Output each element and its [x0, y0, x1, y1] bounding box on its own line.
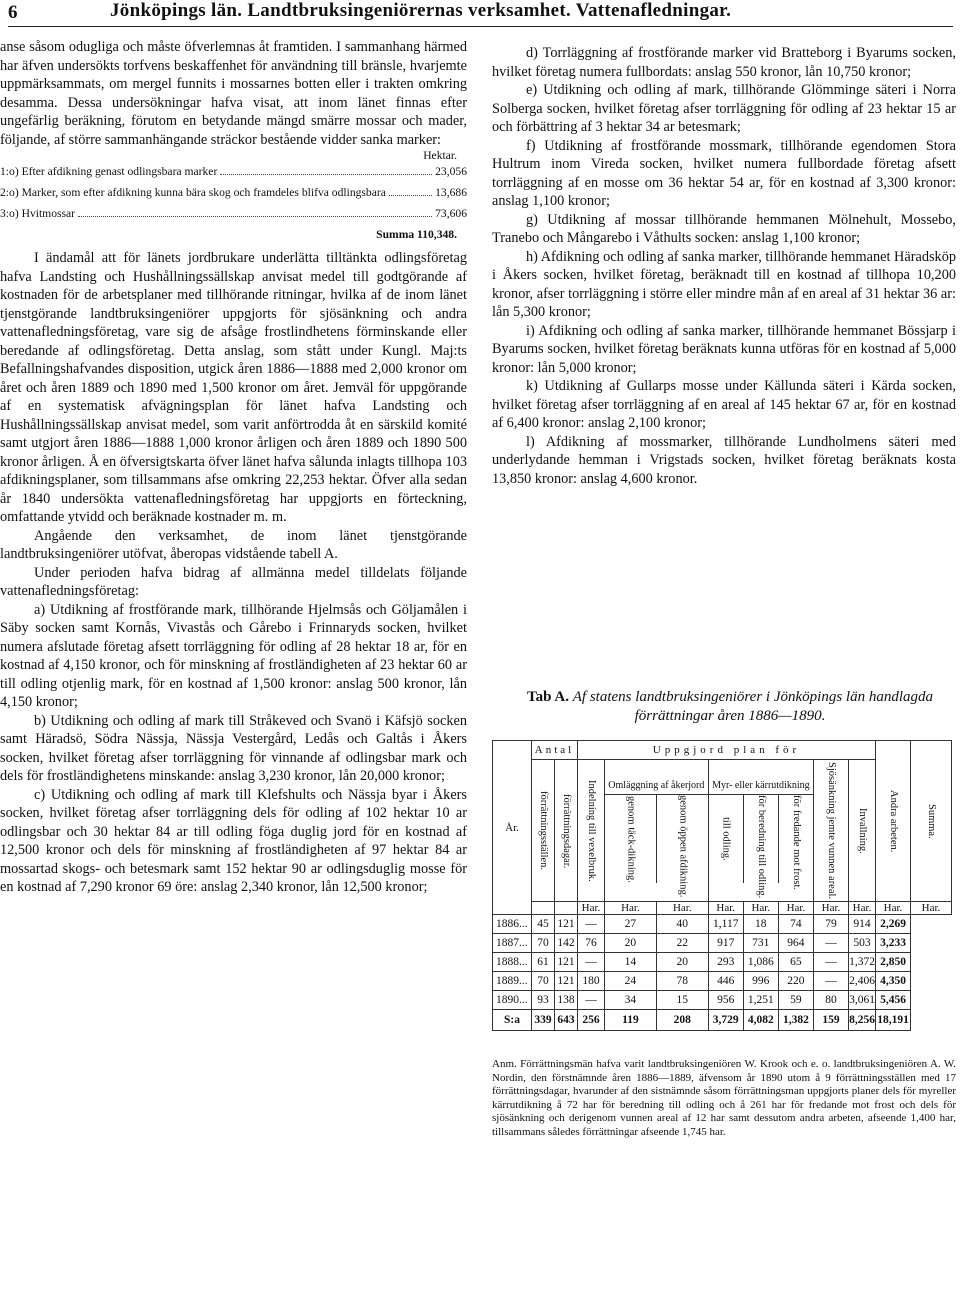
column-header: för beredning till odling.	[755, 795, 767, 899]
list-item-c: c) Utdikning och odling af mark till Klefshults och Nässja byar i Åkers socken, hvilket företag afser torrläggning dels för odling af 102 hektar 10 ar odlingsbar och 30 hektar 84 ar till odling föga duglig jord för en kostnad af 12,500 kronor och dels för minskning af frostländigheten af 97 hektar 84 ar mossartad skogs- och betesmark samt 152 hektar 90 ar odlingsduglig mosse för en kostnad af 7,290 kronor 69 öre: anslag 2,340 kronor, lån 12,500 kronor;	[0, 786, 467, 895]
table-cell: 70	[532, 934, 555, 953]
table-cell: 5,456	[876, 991, 911, 1010]
table-cell: 61	[532, 953, 555, 972]
column-header: för fredande mot frost.	[790, 795, 802, 891]
column-header: genom öppen afdikning.	[677, 795, 689, 898]
table-cell: —	[578, 915, 605, 934]
list-item: 1:o) Efter afdikning genast odlingsbara marker 23,056	[0, 165, 467, 178]
column-header: År.	[493, 741, 532, 915]
list-item: 3:o) Hvitmossar 73,606	[0, 207, 467, 220]
left-column	[0, 38, 467, 897]
table-cell: 3,233	[876, 934, 911, 953]
table-cell: —	[814, 972, 849, 991]
paragraph: I ändamål att för länets jordbrukare underlätta tilltänkta odlingsföretag hafva Landsting och Hushållningssällskap anvisat medel till godtgörande af kostnaden för de arbetsplaner med tillhörande ritningar, hvilka af de inom länet tjenstgörande landtbruksingeniörer uppgjorts för sjösänkning och andra vattenafledningsföretag, vare sig de afsåge frostlindhetens förminskande eller beredande af odlingsföretag. Detta anslag, som stått under Kungl. Maj:ts Befallningshafvandes disposition, utgick åren 1886—1888 med 2,000 kronor om året och åren 1889 och 1890 med 1,500 kronor om året. Jemväl för uppgörande af en systematisk afvägningsplan för länet hafva Landsting och Hushållningssällskap anvisat medel, som varit anförtrodda åt en särskild komité samt utgjort åren 1886—1888 1,000 kronor årligen och åren 1889 och 1890 500 kronor årligen. Å en öfversigtskarta öfver länet hafva sålunda inlagts tillhopa 103 afdikningsplaner, som tillsammans afse omkring 22,253 hektar. Öfver alla sedan år 1840 undersökta vattenafledningsföretag har uppgjorts en förteckning, omfattande ytvidd och beräknade kostnader m. m.	[0, 250, 467, 525]
list-item-i: i) Afdikning och odling af sanka marker, tillhörande hemmanet Bössjarp i Byarums socken, hvilket företag beräknats kunna utföras för en kostnad af 5,000 kronor: lån 5,000 kronor;	[492, 322, 956, 376]
table-cell: 18,191	[876, 1010, 911, 1031]
list-item-g: g) Utdikning af mossar tillhörande hemmanen Mölnehult, Mossebo, Tranebo och Mångarebo i Våthults socken: anslag 1,100 kronor;	[492, 211, 956, 246]
table-cell: 1,372	[849, 953, 876, 972]
table-cell: 45	[532, 915, 555, 934]
table-cell: —	[814, 934, 849, 953]
table-cell: 74	[778, 915, 813, 934]
table-a	[492, 740, 952, 1031]
table-cell: 121	[555, 972, 578, 991]
column-header: förrättningsställen.	[538, 791, 549, 871]
column-header: Omläggning af åkerjord	[605, 778, 708, 795]
table-cell: 1886...	[493, 915, 532, 934]
column-header: Sjösänkning jemte vunnen areal.	[826, 762, 837, 900]
right-column	[492, 44, 956, 488]
table-cell: 220	[778, 972, 813, 991]
running-title: Jönköpings län. Landtbruksingeniörernas verksamhet. Vattenafledningar.	[110, 0, 732, 21]
table-cell: 93	[532, 991, 555, 1010]
table-cell: 4,350	[876, 972, 911, 991]
unit: Har.	[849, 902, 876, 915]
hektar-label: Hektar.	[423, 149, 457, 162]
table-cell: 78	[656, 972, 708, 991]
list-item-h: h) Afdikning och odling af sanka marker, tillhörande hemmanet Häradsköp i Åkers socken, hvilket företag, beräknadt till en kostnad af tillhopa 10,200 kronor, afser torrläggning i större eller mindre mån af en areal af 31 hektar 36 ar: lån 5,300 kronor;	[492, 248, 956, 320]
unit: Har.	[911, 902, 952, 915]
column-header: Summa.	[926, 803, 937, 839]
table-cell: 27	[605, 915, 657, 934]
table-cell: 446	[708, 972, 743, 991]
column-header: till odling.	[720, 817, 732, 862]
table-cell: 76	[578, 934, 605, 953]
table-row	[493, 915, 952, 934]
unit: Har.	[578, 902, 605, 915]
table-cell: 4,082	[743, 1010, 778, 1031]
table-cell: 24	[605, 972, 657, 991]
table-cell: 3,061	[849, 991, 876, 1010]
table-cell: 2,269	[876, 915, 911, 934]
table-cell: 1,086	[743, 953, 778, 972]
table-cell: 1889...	[493, 972, 532, 991]
table-cell: 70	[532, 972, 555, 991]
table-cell: 159	[814, 1010, 849, 1031]
unit: Har.	[876, 902, 911, 915]
list-item-k: k) Utdikning af Gullarps mosse under Källunda säteri i Kärda socken, hvilket företag afser torrläggning af en areal af 145 hektar 67 ar, för en kostnad af 6,400 kronor: anslag 2,100 kronor;	[492, 378, 956, 431]
list-item: 2:o) Marker, som efter afdikning kunna bära skog och framdeles blifva odlingsbara 13,686	[0, 186, 467, 199]
list-item-d: d) Torrläggning af frostförande marker vid Bratteborg i Byarums socken, hvilket företag numera fullbordats: anslag 550 kronor, lån 10,750 kronor;	[492, 45, 956, 80]
list-item-a: a) Utdikning af frostförande mark, tillhörande Hjelmsås och Göljamålen i Säby socken samt Kornås, Vivastås och Gårebo i Frinnaryds socken, hvilket numera afslutade företag afsett torrläggning för odling af 28 hektar 18 ar, för en kostnad af 4,150 kronor, och för minskning af frostländigheten af 23 hektar 60 ar till odling otjenlig mark, för en kostnad af 1,500 kronor: anslag 500 kronor, lån 4,150 kronor;	[0, 601, 467, 710]
unit: Har.	[814, 902, 849, 915]
page-number: 6	[8, 2, 18, 23]
list-item-l: l) Afdikning af mossmarker, tillhörande Lundholmens säteri med underlydande hemman i Vrigstads socken, hvilket företag beräknats kosta 13,850 kronor: anslag 4,600 kronor.	[492, 433, 956, 487]
unit: Har.	[778, 902, 813, 915]
table-cell: 79	[814, 915, 849, 934]
paragraph: Under perioden hafva bidrag af allmänna medel tilldelats följande vattenafledningsföretag:	[0, 564, 467, 599]
paragraph: Angående den verksamhet, de inom länet tjenstgörande landtbruksingeniörer utöfvat, åberopas vidstående tabell A.	[0, 527, 467, 562]
table-cell: 3,729	[708, 1010, 743, 1031]
column-header: Invallning.	[857, 807, 868, 854]
table-cell: 2,406	[849, 972, 876, 991]
table-cell: 731	[743, 934, 778, 953]
unit: Har.	[656, 902, 708, 915]
table-total-row	[493, 1010, 952, 1031]
table-cell: 256	[578, 1010, 605, 1031]
table-cell: 1890...	[493, 991, 532, 1010]
column-header: förrättningsdagar.	[561, 793, 572, 868]
table-cell: —	[578, 953, 605, 972]
table-cell: 914	[849, 915, 876, 934]
table-cell: 1,117	[708, 915, 743, 934]
table-row	[493, 953, 952, 972]
table-cell: 1888...	[493, 953, 532, 972]
table-cell: 34	[605, 991, 657, 1010]
table-cell: 917	[708, 934, 743, 953]
table-cell: 59	[778, 991, 813, 1010]
unit: Har.	[708, 902, 743, 915]
table-cell: —	[814, 953, 849, 972]
table-cell: 121	[555, 915, 578, 934]
table-title: Tab A. Af statens landtbruksingeniörer i Jönköpings län handlagda förrättningar åren 1886—1890.	[527, 689, 933, 724]
table-cell: 142	[555, 934, 578, 953]
column-header: Indelning till vexelbruk.	[586, 779, 597, 882]
unit: Har.	[605, 902, 657, 915]
table-cell: 503	[849, 934, 876, 953]
unit: Har.	[743, 902, 778, 915]
table-cell: 20	[656, 953, 708, 972]
column-header: genom täck-dikning.	[625, 795, 637, 883]
table-cell: 964	[778, 934, 813, 953]
table-cell: S:a	[493, 1010, 532, 1031]
table-cell: 14	[605, 953, 657, 972]
paragraph: anse såsom odugliga och måste öfverlemnas åt framtiden. I sammanhang härmed har äfven undersökts torfvens beskaffenhet för användning till bränsle, hvarjemte uppmärksammats, om mergel funnits i mossarnes botten eller i trakten omkring desamma. Dessa undersökningar hafva visat, att inom länet finnas efter ungefärlig beräkning, förutom en betydande mängd smärre mossar och mader, följande, af större sammanhängande sträckor bestående vidder sanka marker:	[0, 39, 467, 148]
table-cell: 956	[708, 991, 743, 1010]
table-row	[493, 934, 952, 953]
table-note: Anm. Förrättningsmän hafva varit landtbruksingeniören W. Krook och e. o. landtbruksingeniören A. W. Nordin, den förstnämnde åren 1886—1889, äfvensom år 1890 utom å 9 förrättningsställen med 17 förrättningsdagar, hvarunder af den sistnämnde såsom förrättningsman uppgjorts planer dels för myreller kärrutdikning å 72 har för beredning till odling och å 261 har för fredande mot frost och dels för sjösänkning och derigenom vunnen areal af 12 har samt dessutom andra arbeten, afseende 1,400 har, tillsammans således förrättningar afseende 1,745 har.	[492, 1058, 956, 1138]
table-cell: 8,256	[849, 1010, 876, 1031]
column-header: Andra arbeten.	[888, 789, 899, 853]
table-cell: 180	[578, 972, 605, 991]
summa-total: Summa 110,348.	[376, 228, 457, 241]
table-cell: 1,382	[778, 1010, 813, 1031]
table-cell: 643	[555, 1010, 578, 1031]
table-cell: 1887...	[493, 934, 532, 953]
table-cell: 119	[605, 1010, 657, 1031]
table-cell: 22	[656, 934, 708, 953]
table-cell: 121	[555, 953, 578, 972]
table-cell: 40	[656, 915, 708, 934]
table-cell: —	[578, 991, 605, 1010]
list-item-e: e) Utdikning och odling af mark, tillhörande Glömminge säteri i Norra Solberga socken, hvilket företag afser torrläggning för odling af 23 hektar 15 ar och förbättring af 3 hektar 34 ar betesmark;	[492, 82, 956, 135]
table-cell: 996	[743, 972, 778, 991]
table-cell: 15	[656, 991, 708, 1010]
column-header: Myr- eller kärrutdikning	[709, 778, 813, 795]
table-cell: 80	[814, 991, 849, 1010]
list-item-f: f) Utdikning af frostförande mossmark, tillhörande egendomen Stora Hultrum inom Vireda socken, hvilket numera fullbordade företag afsett torrläggning af en mosse om 36 hektar 54 ar, för en kostnad af 3,300 kronor: anslag 1,100 kronor;	[492, 137, 956, 209]
table-cell: 2,850	[876, 953, 911, 972]
table-cell: 18	[743, 915, 778, 934]
table-cell: 65	[778, 953, 813, 972]
column-header: Uppgjord plan för	[578, 741, 876, 760]
column-header: Antal	[532, 741, 578, 760]
table-cell: 138	[555, 991, 578, 1010]
table-cell: 20	[605, 934, 657, 953]
list-item-b: b) Utdikning och odling af mark till Stråkeved och Svanö i Käfsjö socken samt Häradsö, Södra Nässja, Nässja Vestergård, Ledås och Galtås i Åkers socken, hvilket företag afser torrläggning för vinnande af odlingsbar mark och dels för frostländighetens minskande: anslag 3,230 kronor, lån 20,000 kronor;	[0, 712, 467, 784]
table-cell: 293	[708, 953, 743, 972]
table-cell: 339	[532, 1010, 555, 1031]
table-cell: 208	[656, 1010, 708, 1031]
table-row	[493, 972, 952, 991]
table-row	[493, 991, 952, 1010]
table-cell: 1,251	[743, 991, 778, 1010]
header-rule	[8, 26, 953, 27]
